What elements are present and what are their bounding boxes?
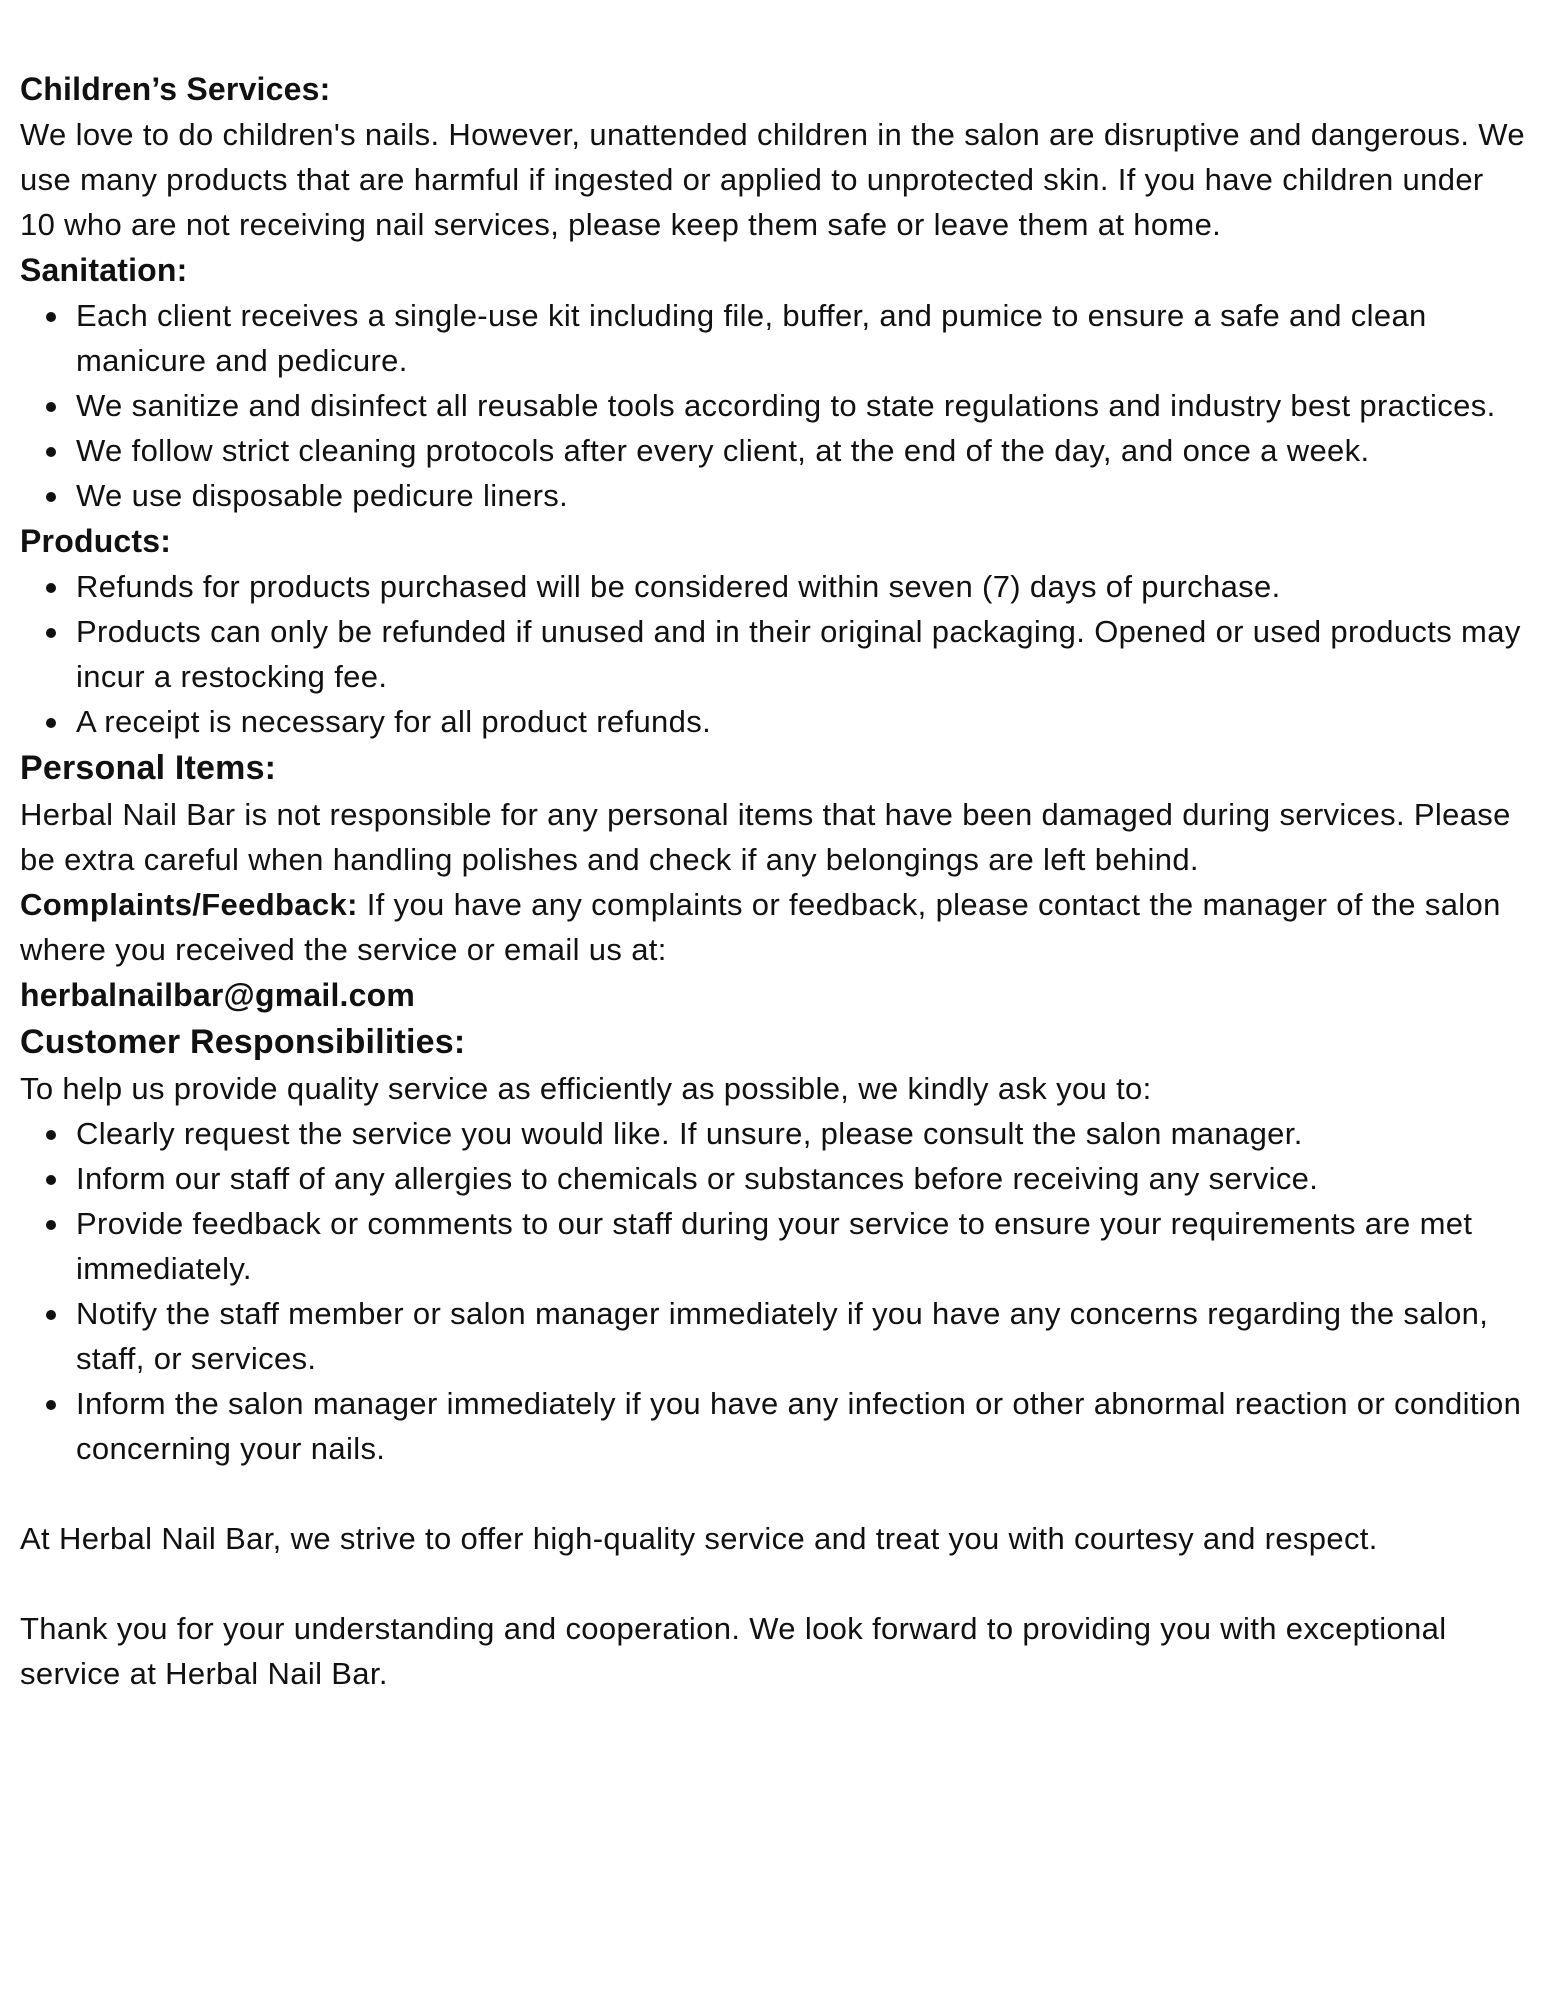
- spacer: [20, 1471, 1526, 1516]
- products-heading: Products:: [20, 523, 172, 559]
- customer-responsibilities-heading: Customer Responsibilities:: [20, 1023, 466, 1061]
- childrens-services-body: We love to do children's nails. However, unattended children in the salon are disruptive and dangerous. We use many products that are harmful if ingested or applied to unprotected skin. If you have children under 10 who are not receiving nail services, please keep them safe or leave them at home.: [20, 117, 1525, 242]
- personal-items-section: [20, 744, 1526, 882]
- personal-items-body: Herbal Nail Bar is not responsible for any personal items that have been damaged during services. Please be extra careful when handling polishes and check if any belongings are left behind.: [20, 797, 1511, 877]
- list-item: Clearly request the service you would like. If unsure, please consult the salon manager.: [76, 1111, 1526, 1156]
- products-section: [20, 518, 1526, 744]
- spacer: [20, 1561, 1526, 1606]
- list-item: Inform our staff of any allergies to chemicals or substances before receiving any service.: [76, 1156, 1526, 1201]
- list-item: We follow strict cleaning protocols after every client, at the end of the day, and once a week.: [76, 428, 1526, 473]
- sanitation-section: [20, 247, 1526, 518]
- products-list: [20, 564, 1526, 744]
- sanitation-list: [20, 293, 1526, 518]
- complaints-body: If you have any complaints or feedback, please contact the manager of the salon where you received the service or email us at:: [20, 887, 1501, 967]
- list-item: A receipt is necessary for all product refunds.: [76, 699, 1526, 744]
- list-item: Each client receives a single-use kit including file, buffer, and pumice to ensure a safe and clean manicure and pedicure.: [76, 293, 1526, 383]
- customer-responsibilities-list: [20, 1111, 1526, 1471]
- list-item: We sanitize and disinfect all reusable tools according to state regulations and industry best practices.: [76, 383, 1526, 428]
- closing-paragraph-1: At Herbal Nail Bar, we strive to offer high-quality service and treat you with courtesy and respect.: [20, 1521, 1378, 1556]
- list-item: Refunds for products purchased will be considered within seven (7) days of purchase.: [76, 564, 1526, 609]
- complaints-section: [20, 882, 1526, 1018]
- list-item: Products can only be refunded if unused and in their original packaging. Opened or used products may incur a restocking fee.: [76, 609, 1526, 699]
- list-item: We use disposable pedicure liners.: [76, 473, 1526, 518]
- personal-items-heading: Personal Items:: [20, 749, 277, 787]
- list-item: Provide feedback or comments to our staff during your service to ensure your requirements are met immediately.: [76, 1201, 1526, 1291]
- childrens-services-heading: Children’s Services:: [20, 71, 331, 107]
- childrens-services-section: [20, 66, 1526, 247]
- contact-email: herbalnailbar@gmail.com: [20, 977, 416, 1013]
- customer-responsibilities-section: [20, 1018, 1526, 1471]
- policy-document: [20, 66, 1526, 1696]
- complaints-label: Complaints/Feedback:: [20, 887, 358, 922]
- list-item: Inform the salon manager immediately if you have any infection or other abnormal reaction or condition concerning your nails.: [76, 1381, 1526, 1471]
- list-item: Notify the staff member or salon manager immediately if you have any concerns regarding the salon, staff, or services.: [76, 1291, 1526, 1381]
- customer-responsibilities-intro: To help us provide quality service as efficiently as possible, we kindly ask you to:: [20, 1071, 1152, 1106]
- complaints-paragraph: [20, 882, 1526, 972]
- sanitation-heading: Sanitation:: [20, 252, 188, 288]
- closing-paragraph-2: Thank you for your understanding and cooperation. We look forward to providing you with exceptional service at Herbal Nail Bar.: [20, 1611, 1447, 1691]
